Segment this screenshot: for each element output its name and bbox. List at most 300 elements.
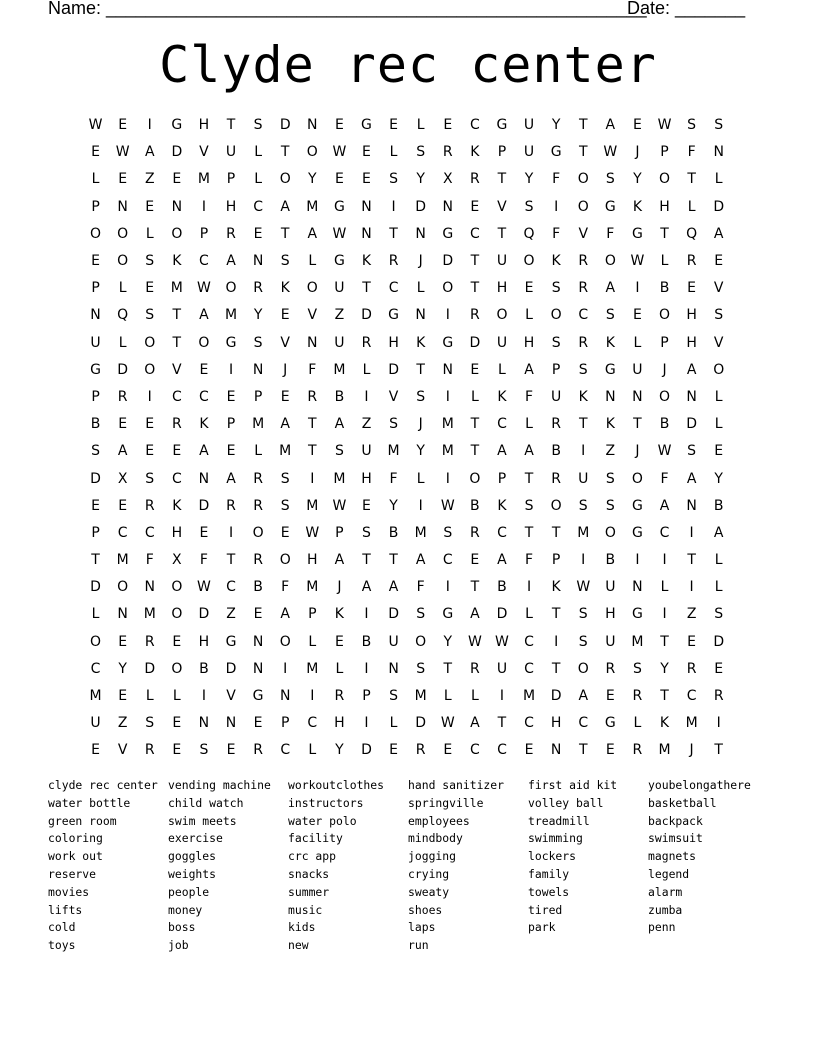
grid-row xyxy=(82,166,732,193)
grid-letter: G xyxy=(631,524,643,541)
grid-letter: C xyxy=(117,524,128,541)
grid-letter: N xyxy=(144,579,155,596)
grid-letter: I xyxy=(689,524,694,541)
word-list-item: legend xyxy=(648,866,690,881)
grid-letter: M xyxy=(143,606,156,623)
word-list-item: workoutclothes xyxy=(288,778,385,792)
grid-letter: L xyxy=(254,144,263,161)
grid-letter: W xyxy=(576,579,591,596)
grid-letter: D xyxy=(361,742,372,759)
grid-letter: Y xyxy=(308,171,317,188)
grid-letter: V xyxy=(226,688,236,705)
grid-letter: T xyxy=(578,144,588,161)
word-list-item: hand sanitizer xyxy=(408,778,505,792)
word-list-item: music xyxy=(288,902,323,917)
word-list-item: coloring xyxy=(48,831,103,846)
grid-letter: I xyxy=(310,470,315,487)
grid-letter: O xyxy=(550,307,562,324)
word-list-item: family xyxy=(528,866,570,881)
grid-letter: A xyxy=(524,443,534,460)
grid-letter: B xyxy=(551,443,561,460)
grid-letter: A xyxy=(144,144,155,161)
grid-letter: A xyxy=(686,470,697,487)
grid-letter: D xyxy=(442,253,454,270)
grid-letter: T xyxy=(470,416,480,433)
word-list-item: jogging xyxy=(408,849,457,864)
grid-letter: W xyxy=(467,633,482,650)
grid-letter: O xyxy=(631,470,643,487)
grid-letter: O xyxy=(659,388,671,405)
grid-letter: R xyxy=(578,280,589,297)
grid-letter: O xyxy=(117,579,129,596)
grid-letter: K xyxy=(578,388,588,405)
grid-letter: A xyxy=(388,579,399,596)
grid-letter: S xyxy=(199,742,209,759)
grid-letter: G xyxy=(496,117,508,134)
grid-letter: M xyxy=(306,497,319,514)
grid-letter: H xyxy=(686,334,697,351)
grid-letter: T xyxy=(687,171,696,188)
grid-letter: H xyxy=(361,470,372,487)
grid-letter: S xyxy=(714,117,724,134)
grid-letter: S xyxy=(145,470,155,487)
grid-letter: A xyxy=(524,361,534,378)
grid-letter: X xyxy=(442,171,453,188)
grid-letter: K xyxy=(605,416,615,433)
grid-letter: U xyxy=(523,144,535,161)
grid-letter: S xyxy=(91,443,100,460)
grid-letter: Y xyxy=(443,633,453,650)
grid-letter: H xyxy=(550,715,562,732)
grid-letter: D xyxy=(713,198,725,215)
grid-letter: U xyxy=(578,470,589,487)
grid-row xyxy=(82,465,732,492)
grid-letter: E xyxy=(226,388,236,405)
grid-letter: K xyxy=(470,144,480,161)
grid-letter: Y xyxy=(660,660,669,677)
grid-letter: P xyxy=(660,144,669,161)
grid-letter: S xyxy=(578,361,588,378)
grid-letter: G xyxy=(225,334,237,351)
grid-letter: V xyxy=(172,361,182,378)
grid-letter: R xyxy=(171,416,182,433)
grid-letter: S xyxy=(362,524,371,541)
word-list-item: first aid kit xyxy=(528,778,618,792)
word-list-item: youbelongathere xyxy=(648,778,751,792)
word-list-item: instructors xyxy=(288,795,364,810)
grid-letter: O xyxy=(442,280,454,297)
grid-letter: L xyxy=(470,388,479,405)
grid-letter: K xyxy=(172,497,182,514)
grid-letter: E xyxy=(389,117,398,134)
word-list-item: kids xyxy=(288,920,316,935)
grid-letter: N xyxy=(713,144,724,161)
grid-letter: R xyxy=(551,416,561,433)
grid-letter: X xyxy=(117,470,128,487)
grid-letter: T xyxy=(470,253,480,270)
grid-letter: S xyxy=(687,443,697,460)
grid-letter: L xyxy=(416,280,425,297)
grid-letter: E xyxy=(714,443,724,460)
grid-letter: W xyxy=(657,443,672,460)
word-list-item: people xyxy=(168,884,210,899)
grid-letter: L xyxy=(308,742,317,759)
grid-row xyxy=(82,302,732,329)
grid-letter: C xyxy=(226,579,236,596)
grid-letter: N xyxy=(279,688,291,705)
grid-letter: I xyxy=(499,688,505,705)
grid-letter: V xyxy=(713,280,724,297)
grid-letter: E xyxy=(362,171,371,188)
grid-letter: T xyxy=(308,416,317,433)
grid-letter: S xyxy=(416,144,426,161)
grid-letter: N xyxy=(307,334,318,351)
grid-letter: O xyxy=(225,280,237,297)
grid-letter: C xyxy=(469,117,480,134)
grid-letter: N xyxy=(117,198,128,215)
grid-letter: O xyxy=(279,633,291,650)
grid-letter: R xyxy=(253,497,263,514)
grid-letter: E xyxy=(253,606,263,623)
grid-letter: W xyxy=(197,280,211,297)
grid-letter: S xyxy=(578,606,588,623)
grid-letter: T xyxy=(633,416,642,433)
grid-letter: W xyxy=(115,144,130,161)
grid-letter: A xyxy=(117,443,128,460)
grid-letter: I xyxy=(391,198,396,215)
grid-letter: P xyxy=(91,388,100,405)
grid-letter: S xyxy=(605,470,615,487)
grid-letter: D xyxy=(198,497,210,514)
grid-letter: K xyxy=(416,334,426,351)
grid-letter: E xyxy=(118,688,128,705)
grid-letter: A xyxy=(334,416,345,433)
grid-letter: U xyxy=(361,443,372,460)
word-list-item: summer xyxy=(288,884,330,899)
word-list-item: new xyxy=(288,938,309,953)
grid-letter: P xyxy=(226,416,236,433)
grid-letter: B xyxy=(361,633,372,650)
grid-letter: M xyxy=(306,198,319,215)
grid-letter: L xyxy=(145,225,154,242)
grid-letter: E xyxy=(470,361,480,378)
grid-row xyxy=(82,683,732,710)
grid-row xyxy=(82,221,732,248)
grid-letter: Z xyxy=(361,416,372,433)
grid-row xyxy=(82,438,732,465)
grid-letter: C xyxy=(497,742,507,759)
grid-letter: G xyxy=(631,606,643,623)
grid-letter: M xyxy=(252,416,265,433)
grid-letter: G xyxy=(442,225,454,242)
grid-letter: Y xyxy=(389,497,398,514)
grid-row xyxy=(82,194,732,221)
grid-letter: R xyxy=(388,253,399,270)
grid-letter: S xyxy=(145,715,155,732)
grid-letter: E xyxy=(118,497,128,514)
grid-letter: D xyxy=(415,715,427,732)
grid-letter: M xyxy=(306,579,319,596)
grid-letter: E xyxy=(199,361,209,378)
grid-letter: O xyxy=(659,171,671,188)
puzzle-title: Clyde rec center xyxy=(159,36,657,94)
grid-letter: D xyxy=(225,660,237,677)
grid-letter: L xyxy=(254,171,263,188)
grid-letter: S xyxy=(389,416,399,433)
grid-letter: L xyxy=(91,171,100,188)
grid-letter: L xyxy=(470,688,479,705)
grid-letter: E xyxy=(172,715,182,732)
grid-letter: R xyxy=(578,253,589,270)
grid-letter: E xyxy=(362,497,371,514)
word-list-item: job xyxy=(168,938,189,953)
grid-letter: K xyxy=(361,253,372,270)
grid-letter: O xyxy=(279,171,291,188)
grid-letter: M xyxy=(523,688,536,705)
grid-letter: Q xyxy=(523,225,535,242)
word-list-item: magnets xyxy=(648,849,697,864)
grid-letter: L xyxy=(714,171,723,188)
grid-letter: W xyxy=(332,144,347,161)
grid-letter: W xyxy=(603,144,618,161)
grid-letter: I xyxy=(364,606,369,623)
word-list-item: springville xyxy=(408,795,484,810)
grid-letter: O xyxy=(171,579,183,596)
grid-letter: T xyxy=(362,280,371,297)
grid-letter: G xyxy=(631,225,643,242)
grid-letter: K xyxy=(551,253,561,270)
grid-letter: V xyxy=(497,198,507,215)
grid-letter: P xyxy=(253,388,263,405)
word-list-item: lifts xyxy=(48,902,83,917)
grid-letter: Z xyxy=(117,715,128,732)
grid-letter: G xyxy=(388,307,399,324)
grid-letter: I xyxy=(147,117,152,134)
grid-letter: C xyxy=(253,198,263,215)
grid-letter: I xyxy=(364,715,369,732)
grid-letter: T xyxy=(551,524,561,541)
grid-row xyxy=(82,737,732,764)
grid-letter: R xyxy=(307,388,318,405)
word-list-item: goggles xyxy=(168,849,217,864)
grid-letter: R xyxy=(632,742,643,759)
word-list-item: zumba xyxy=(648,902,683,917)
grid-letter: L xyxy=(335,660,344,677)
grid-letter: C xyxy=(524,660,534,677)
word-list-item: laps xyxy=(408,920,436,935)
grid-letter: P xyxy=(226,171,236,188)
grid-letter: E xyxy=(172,443,182,460)
grid-letter: N xyxy=(171,198,183,215)
grid-letter: E xyxy=(280,307,290,324)
word-list-item: work out xyxy=(48,849,103,864)
grid-letter: R xyxy=(632,688,643,705)
grid-letter: L xyxy=(525,307,533,324)
word-list-item: snacks xyxy=(288,866,330,881)
grid-letter: T xyxy=(497,225,507,242)
grid-letter: L xyxy=(416,117,425,134)
grid-letter: D xyxy=(713,633,725,650)
grid-letter: E xyxy=(199,524,209,541)
grid-letter: E xyxy=(145,198,155,215)
grid-letter: T xyxy=(578,416,588,433)
grid-letter: C xyxy=(497,416,507,433)
grid-letter: H xyxy=(198,117,210,134)
grid-letter: P xyxy=(308,606,317,623)
grid-letter: M xyxy=(170,280,183,297)
word-list xyxy=(48,777,768,955)
word-list-item: reserve xyxy=(48,866,97,881)
grid-letter: O xyxy=(171,660,183,677)
grid-letter: J xyxy=(283,361,288,378)
grid-letter: O xyxy=(469,470,481,487)
grid-letter: Y xyxy=(416,171,425,188)
grid-letter: G xyxy=(442,606,454,623)
grid-letter: L xyxy=(254,443,263,460)
grid-letter: R xyxy=(469,660,480,677)
grid-letter: L xyxy=(443,688,452,705)
grid-letter: W xyxy=(440,497,455,514)
grid-letter: D xyxy=(361,307,372,324)
grid-letter: E xyxy=(226,742,236,759)
grid-letter: A xyxy=(307,225,318,242)
grid-letter: F xyxy=(281,579,290,596)
grid-letter: E xyxy=(524,742,534,759)
word-list-item: employees xyxy=(408,813,470,828)
grid-letter: I xyxy=(662,552,667,569)
grid-letter: W xyxy=(630,253,645,270)
grid-letter: P xyxy=(91,524,100,541)
grid-letter: O xyxy=(279,552,291,569)
grid-letter: W xyxy=(197,579,211,596)
grid-letter: T xyxy=(660,688,669,705)
grid-letter: U xyxy=(225,144,237,161)
grid-letter: B xyxy=(90,416,101,433)
grid-letter: H xyxy=(225,198,237,215)
grid-letter: W xyxy=(495,633,509,650)
grid-letter: M xyxy=(89,688,102,705)
grid-letter: A xyxy=(713,524,724,541)
grid-letter: C xyxy=(144,524,155,541)
word-list-item: toys xyxy=(48,938,76,953)
grid-letter: N xyxy=(252,361,264,378)
grid-letter: I xyxy=(364,660,369,677)
grid-letter: Y xyxy=(253,307,263,324)
grid-letter: D xyxy=(90,579,101,596)
grid-letter: V xyxy=(578,225,589,242)
grid-letter: E xyxy=(172,742,182,759)
grid-letter: N xyxy=(605,388,616,405)
grid-letter: O xyxy=(577,171,589,188)
grid-letter: J xyxy=(418,253,423,270)
grid-letter: M xyxy=(658,742,671,759)
grid-letter: O xyxy=(577,198,589,215)
grid-letter: I xyxy=(418,497,423,514)
grid-letter: F xyxy=(308,361,317,378)
grid-letter: S xyxy=(416,388,426,405)
grid-letter: A xyxy=(361,579,372,596)
grid-letter: W xyxy=(657,117,672,134)
grid-letter: Z xyxy=(226,606,236,623)
grid-letter: A xyxy=(226,253,236,270)
grid-letter: H xyxy=(334,715,345,732)
grid-letter: O xyxy=(306,280,318,297)
grid-letter: S xyxy=(416,606,426,623)
grid-letter: O xyxy=(117,253,129,270)
grid-letter: M xyxy=(414,688,427,705)
word-list-item: exercise xyxy=(168,831,223,846)
grid-letter: J xyxy=(662,361,667,378)
grid-letter: U xyxy=(551,388,562,405)
grid-letter: F xyxy=(606,225,615,242)
grid-letter: U xyxy=(90,334,101,351)
grid-letter: E xyxy=(91,144,100,161)
grid-letter: N xyxy=(361,225,372,242)
grid-letter: E xyxy=(714,660,724,677)
grid-letter: A xyxy=(334,552,345,569)
grid-letter: P xyxy=(199,225,209,242)
grid-letter: E xyxy=(91,497,100,514)
grid-letter: R xyxy=(226,225,236,242)
grid-letter: C xyxy=(90,660,101,677)
grid-letter: R xyxy=(253,742,263,759)
word-list-item xyxy=(648,937,768,955)
grid-letter: Y xyxy=(551,117,561,134)
grid-letter: H xyxy=(198,633,210,650)
grid-letter: H xyxy=(659,198,670,215)
grid-letter: M xyxy=(441,416,454,433)
letter-grid xyxy=(82,112,732,762)
grid-letter: L xyxy=(633,715,642,732)
grid-letter: R xyxy=(605,660,616,677)
grid-letter: D xyxy=(496,606,508,623)
grid-letter: I xyxy=(201,198,206,215)
grid-letter: K xyxy=(334,606,344,623)
grid-letter: I xyxy=(716,715,721,732)
grid-letter: T xyxy=(470,443,480,460)
word-list-item: alarm xyxy=(648,884,683,899)
grid-letter: S xyxy=(524,198,534,215)
grid-letter: G xyxy=(361,117,372,134)
grid-letter: M xyxy=(224,307,238,324)
word-list-item: basketball xyxy=(648,795,717,810)
grid-letter: E xyxy=(470,198,480,215)
grid-letter: C xyxy=(199,388,209,405)
grid-letter: S xyxy=(687,117,697,134)
grid-letter: Y xyxy=(118,660,127,677)
grid-letter: I xyxy=(228,361,234,378)
grid-letter: J xyxy=(689,742,694,759)
grid-letter: V xyxy=(307,307,318,324)
grid-letter: S xyxy=(605,171,615,188)
grid-letter: A xyxy=(470,606,480,623)
grid-letter: V xyxy=(280,334,290,351)
grid-letter: S xyxy=(578,633,588,650)
grid-letter: I xyxy=(635,280,640,297)
grid-letter: E xyxy=(91,253,100,270)
grid-letter: N xyxy=(388,660,399,677)
grid-letter: H xyxy=(171,524,183,541)
grid-letter: E xyxy=(334,633,344,650)
grid-letter: I xyxy=(554,633,559,650)
grid-letter: C xyxy=(578,307,589,324)
grid-letter: T xyxy=(524,470,534,487)
grid-letter: L xyxy=(660,253,669,270)
grid-letter: K xyxy=(172,253,182,270)
grid-letter: O xyxy=(171,225,183,242)
word-list-item: swim meets xyxy=(168,813,237,828)
grid-row xyxy=(82,411,732,438)
